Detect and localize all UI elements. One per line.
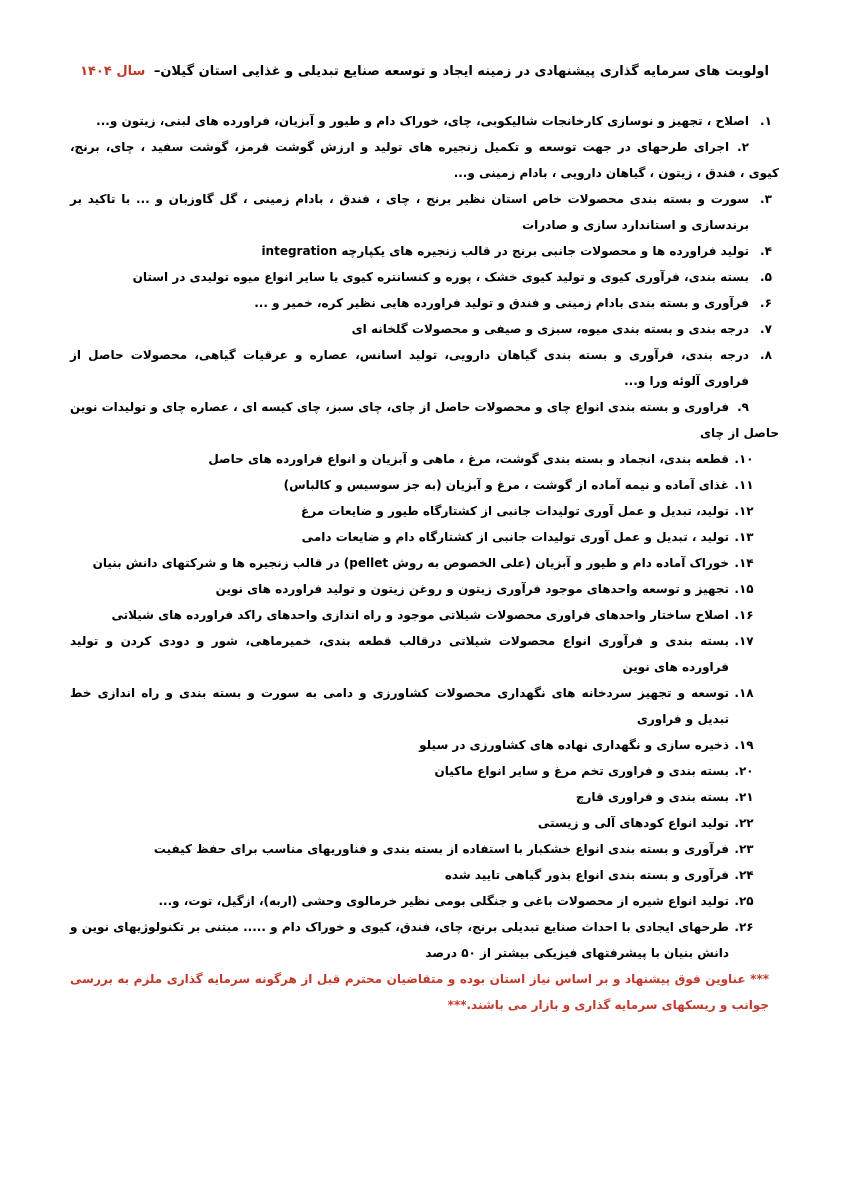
item-text: غذای آماده و نیمه آماده از گوشت ، مرغ و آبزیان (به جز سوسیس و کالباس)	[283, 478, 729, 492]
list-item	[70, 316, 779, 342]
item-number: ۲۳.	[734, 842, 754, 856]
priority-list	[70, 108, 779, 966]
list-item	[70, 836, 779, 862]
item-text: تولید ، تبدیل و عمل آوری تولیدات جانبی از کشتارگاه دام و ضایعات دامی	[301, 530, 729, 544]
item-text: بسته بندی و فراوری تخم مرغ و سایر انواع ماکیان	[434, 764, 729, 778]
item-text: ذخیره سازی و نگهداری نهاده های کشاورزی در سیلو	[419, 738, 729, 752]
item-number: ۴.	[760, 244, 772, 258]
item-number: ۱۳.	[734, 530, 754, 544]
item-number: ۱۰.	[734, 452, 754, 466]
item-text: فرآوری و بسته بندی انواع بذور گیاهی تایید شده	[444, 868, 729, 882]
list-item	[70, 264, 779, 290]
list-item	[70, 810, 779, 836]
list-item	[70, 524, 779, 550]
item-number: ۱.	[760, 114, 772, 128]
list-item	[70, 680, 779, 732]
item-text: خوراک آماده دام و طیور و آبزیان (علی الخصوص به روش pellet) در قالب زنجیره ها و شرکتهای دانش بنیان	[92, 556, 729, 570]
list-item	[70, 888, 779, 914]
item-text: سورت و بسته بندی محصولات خاص استان نظیر برنج ، چای ، فندق ، بادام زمینی ، گل گاوزبان و ... با تاکید بر برندسازی و استاندارد سازی و صادرات	[70, 192, 749, 232]
title-main: اولویت های سرمایه گذاری پیشنهادی در زمینه ایجاد و توسعه صنایع تبدیلی و غذایی استان گیلان–	[153, 64, 769, 79]
item-number: ۷.	[760, 322, 772, 336]
item-number: ۱۶.	[734, 608, 754, 622]
list-item	[70, 342, 779, 394]
item-number: ۲.	[737, 140, 749, 154]
item-number: ۲۴.	[734, 868, 754, 882]
list-item	[70, 498, 779, 524]
item-text: اصلاح ، تجهیز و نوسازی کارخانجات شالیکوبی، چای، خوراک دام و طیور و آبزیان، فراورده های لبنی، زیتون و...	[96, 114, 749, 128]
list-item	[70, 134, 779, 186]
list-item	[70, 394, 779, 446]
list-item	[70, 238, 779, 264]
item-text: بسته بندی و فراوری قارچ	[575, 790, 729, 804]
item-text: فرآوری و بسته بندی انواع خشکبار با استفاده از بسته بندی و فناوریهای مناسب برای حفظ کیفیت	[153, 842, 729, 856]
list-item	[70, 446, 779, 472]
list-item	[70, 914, 779, 966]
list-item	[70, 784, 779, 810]
item-text: فراوری و بسته بندی انواع چای و محصولات حاصل از چای، چای سبز، چای کیسه ای ، عصاره چای و تولیدات نوین حاصل از چای	[70, 400, 779, 440]
item-text: تولید فراورده ها و محصولات جانبی برنج در قالب زنجیره های یکپارچه integration	[261, 244, 749, 258]
item-text: درجه بندی و بسته بندی میوه، سبزی و صیفی و محصولات گلخانه ای	[351, 322, 749, 336]
list-item	[70, 290, 779, 316]
item-number: ۱۱.	[734, 478, 754, 492]
list-item	[70, 472, 779, 498]
list-item	[70, 108, 779, 134]
item-text: تولید انواع شیره از محصولات باغی و جنگلی بومی نظیر خرمالوی وحشی (اربه)، ازگیل، توت، و...	[158, 894, 729, 908]
item-number: ۱۴.	[734, 556, 754, 570]
item-number: ۳.	[760, 192, 772, 206]
item-number: ۲۰.	[734, 764, 754, 778]
item-text: طرحهای ایجادی با احداث صنایع تبدیلی برنج، چای، فندق، کیوی و خوراک دام و ..... مبتنی بر تکنولوژیهای نوین و دانش بنیان با پیشرفتهای فیزیکی بیشتر از ۵۰ درصد	[70, 920, 729, 960]
item-text: بسته بندی، فرآوری کیوی و تولید کیوی خشک ، پوره و کنسانتره کیوی یا سایر انواع میوه تولیدی در استان	[132, 270, 749, 284]
item-text: فرآوری و بسته بندی بادام زمینی و فندق و تولید فراورده هایی نظیر کره، خمیر و ...	[254, 296, 749, 310]
item-text: تولید، تبدیل و عمل آوری تولیدات جانبی از کشتارگاه طیور و ضایعات مرغ	[301, 504, 729, 518]
page-title	[70, 62, 779, 82]
list-item	[70, 758, 779, 784]
item-text: تولید انواع کودهای آلی و زیستی	[537, 816, 729, 830]
list-item	[70, 186, 779, 238]
document-page	[70, 62, 779, 1018]
item-number: ۱۵.	[734, 582, 754, 596]
item-text: اجرای طرحهای در جهت توسعه و تکمیل زنجیره های تولید و ارزش گوشت قرمز، گوشت سفید ، چای، برنج، کیوی ، فندق ، زیتون ، گیاهان دارویی ، بادام زمینی و...	[70, 140, 779, 180]
item-number: ۲۶.	[734, 920, 754, 934]
list-item	[70, 732, 779, 758]
item-number: ۱۹.	[734, 738, 754, 752]
item-number: ۸.	[760, 348, 772, 362]
item-number: ۹.	[737, 400, 749, 414]
disclaimer-note: *** عناوین فوق پیشنهاد و بر اساس نیاز استان بوده و متقاضیان محترم قبل از هرگونه سرمایه گذاری ملزم به بررسی جوانب و ریسکهای سرمایه گذاری و بازار می باشند.***	[70, 972, 769, 1012]
item-number: ۲۵.	[734, 894, 754, 908]
item-text: اصلاح ساختار واحدهای فراوری محصولات شیلاتی موجود و راه اندازی واحدهای راکد فراورده های شیلاتی	[111, 608, 729, 622]
item-number: ۱۷.	[734, 634, 754, 648]
item-number: ۱۲.	[734, 504, 754, 518]
item-number: ۱۸.	[734, 686, 754, 700]
list-item	[70, 550, 779, 576]
list-item	[70, 602, 779, 628]
list-item	[70, 576, 779, 602]
item-text: درجه بندی، فرآوری و بسته بندی گیاهان دارویی، تولید اسانس، عصاره و عرقیات گیاهی، محصولات حاصل از فراوری آلوئه ورا و...	[70, 348, 749, 388]
item-number: ۵.	[760, 270, 772, 284]
item-text: تجهیز و توسعه واحدهای موجود فرآوری زیتون و روغن زیتون و تولید فراورده های نوین	[215, 582, 729, 596]
item-text: بسته بندی و فرآوری انواع محصولات شیلاتی درقالب قطعه بندی، خمیرماهی، شور و دودی کردن و تولید فراورده های نوین	[70, 634, 729, 674]
item-number: ۲۱.	[734, 790, 754, 804]
list-item	[70, 862, 779, 888]
item-text: توسعه و تجهیز سردخانه های نگهداری محصولات کشاورزی و دامی به سورت و بسته بندی و راه اندازی خط تبدیل و فراوری	[70, 686, 729, 726]
item-number: ۶.	[760, 296, 772, 310]
title-year: سال ۱۴۰۴	[80, 64, 146, 79]
item-number: ۲۲.	[734, 816, 754, 830]
item-text: قطعه بندی، انجماد و بسته بندی گوشت، مرغ ، ماهی و آبزیان و انواع فراورده های حاصل	[208, 452, 729, 466]
list-item	[70, 628, 779, 680]
